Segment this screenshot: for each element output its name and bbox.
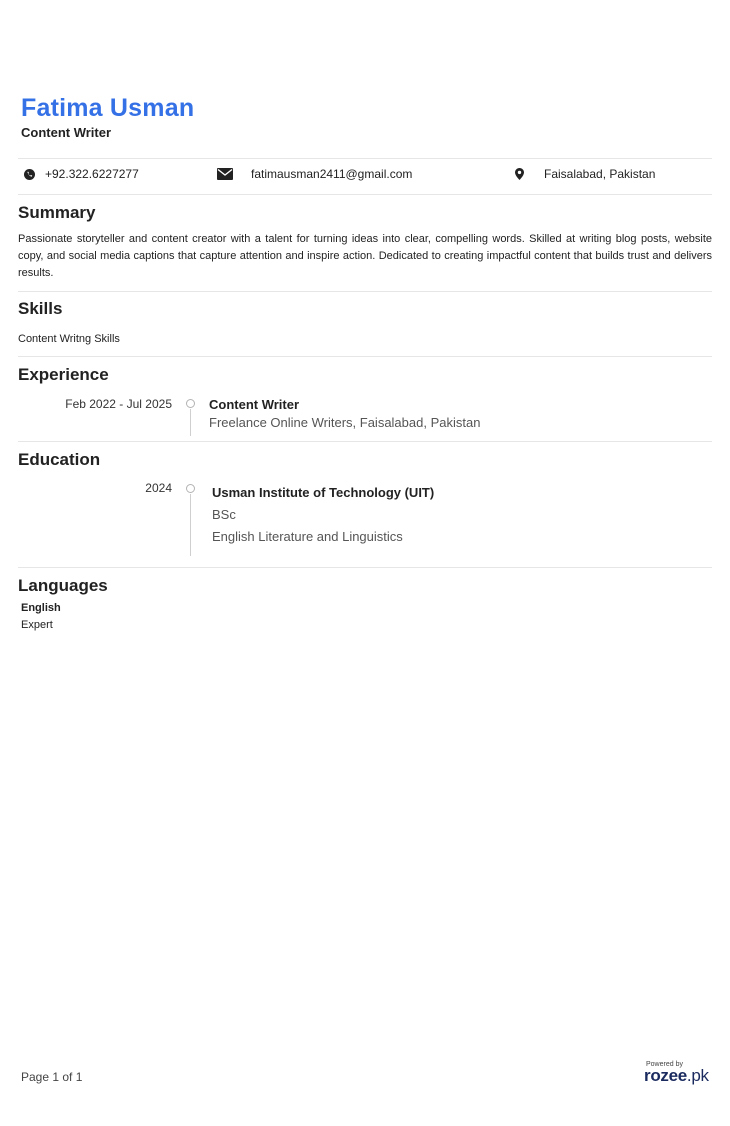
contact-phone bbox=[24, 167, 139, 181]
powered-by-text: Powered by bbox=[646, 1061, 683, 1068]
experience-title: Content Writer bbox=[209, 397, 300, 412]
timeline-dot bbox=[186, 484, 195, 493]
skills-heading: Skills bbox=[18, 299, 63, 318]
education-heading: Education bbox=[18, 450, 101, 469]
map-pin-icon bbox=[515, 168, 524, 180]
contact-email bbox=[217, 167, 412, 181]
timeline-dot bbox=[186, 399, 195, 408]
phone-text: +92.322.6227277 bbox=[45, 167, 139, 181]
powered-by-logo bbox=[644, 1061, 708, 1086]
contact-location bbox=[515, 167, 655, 181]
education-field: English Literature and Linguistics bbox=[212, 529, 403, 544]
education-degree: BSc bbox=[212, 507, 236, 522]
brand-logo bbox=[644, 1066, 709, 1085]
email-text: fatimausman2411@gmail.com bbox=[251, 167, 413, 181]
education-year: 2024 bbox=[145, 481, 172, 495]
divider bbox=[18, 356, 712, 357]
page-number: Page 1 of 1 bbox=[21, 1070, 83, 1084]
experience-org: Freelance Online Writers, Faisalabad, Pakistan bbox=[209, 415, 481, 430]
language-level: Expert bbox=[21, 619, 53, 631]
education-institution: Usman Institute of Technology (UIT) bbox=[212, 485, 435, 500]
resume-page bbox=[18, 0, 712, 1126]
experience-dates: Feb 2022 - Jul 2025 bbox=[65, 397, 172, 411]
candidate-name: Fatima Usman bbox=[21, 94, 195, 122]
location-text: Faisalabad, Pakistan bbox=[544, 167, 656, 181]
divider bbox=[18, 567, 712, 568]
timeline-line bbox=[190, 494, 191, 556]
summary-text: Passionate storyteller and content creator with a talent for turning ideas into clear, compelling words. Skilled at writing blog posts, website copy, and social media captions that capture attention and inspire action. Dedicated to creating impactful content that builds trust and delivers results. bbox=[18, 233, 712, 279]
summary-heading: Summary bbox=[18, 203, 96, 222]
experience-heading: Experience bbox=[18, 365, 109, 384]
brand-main: rozee bbox=[644, 1066, 687, 1085]
divider bbox=[18, 158, 712, 159]
divider bbox=[18, 194, 712, 195]
divider bbox=[18, 291, 712, 292]
divider bbox=[18, 441, 712, 442]
timeline-line bbox=[190, 409, 191, 436]
brand-suffix: .pk bbox=[686, 1066, 709, 1085]
envelope-icon bbox=[217, 168, 233, 180]
phone-icon bbox=[24, 169, 35, 180]
skill-item: Content Writng Skills bbox=[18, 333, 120, 345]
languages-heading: Languages bbox=[18, 576, 108, 595]
candidate-role: Content Writer bbox=[21, 125, 112, 140]
language-name: English bbox=[21, 602, 61, 614]
